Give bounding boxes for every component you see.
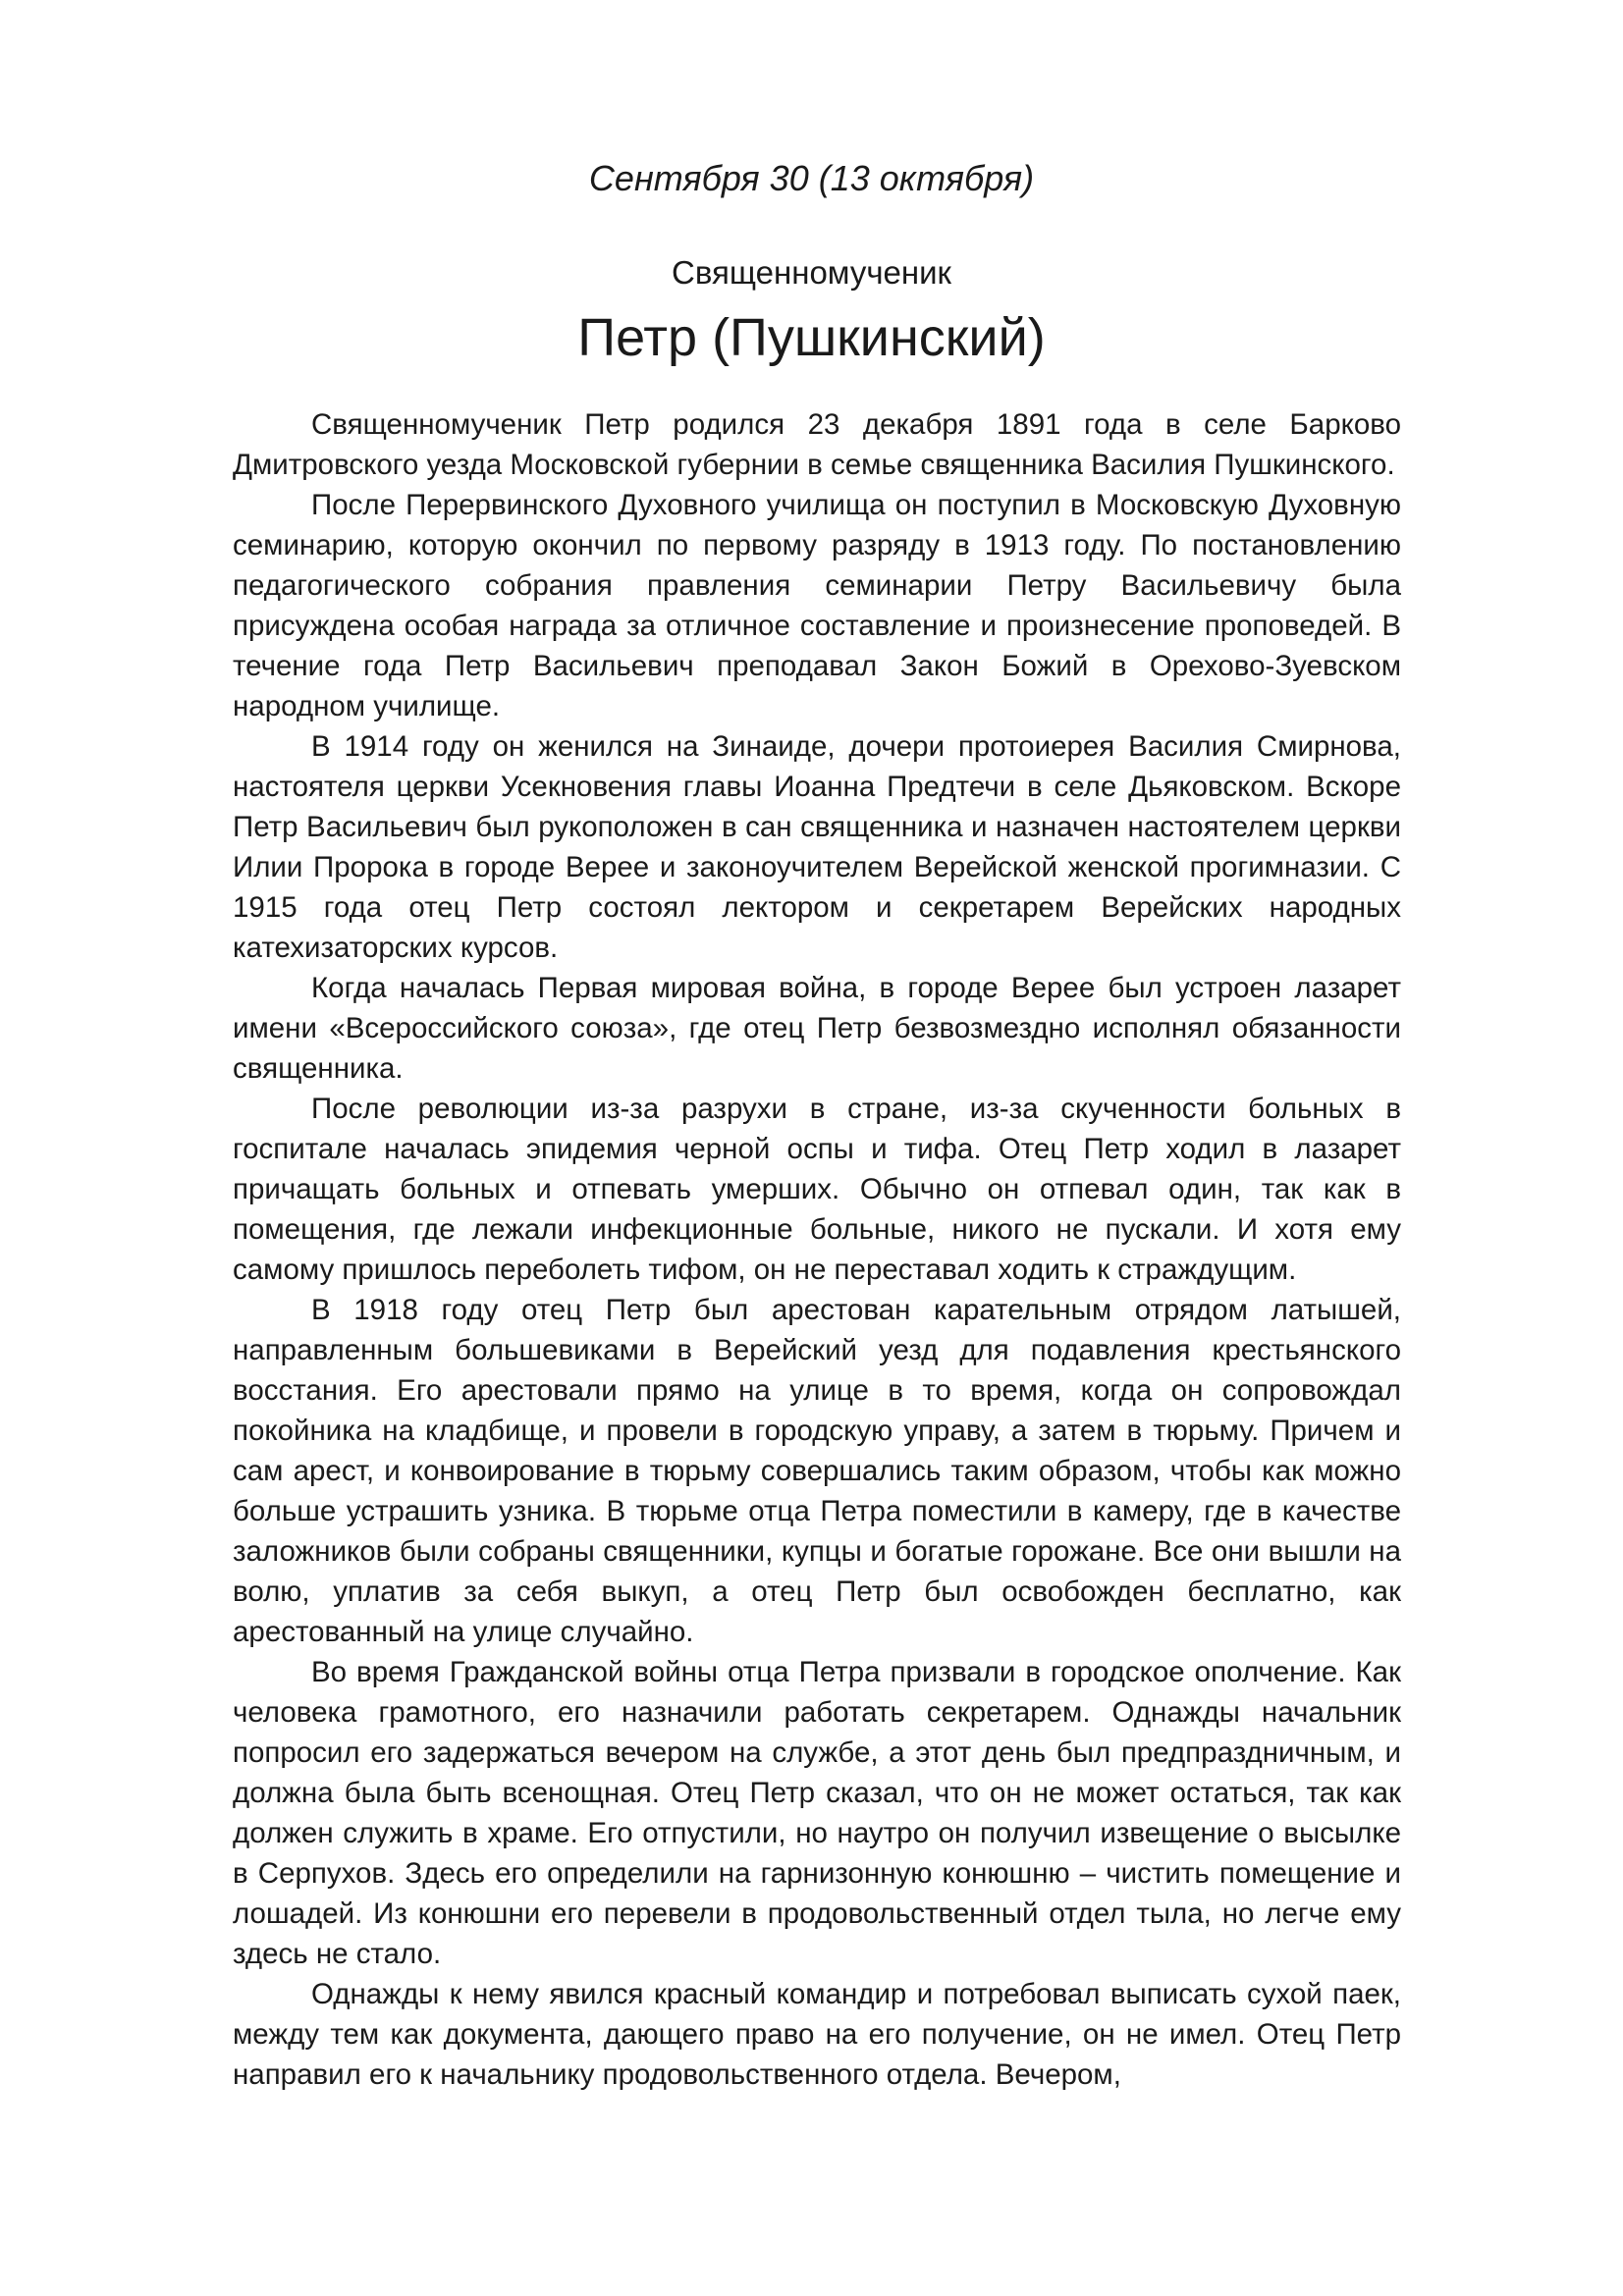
subtitle: Священномученик [672,254,951,291]
paragraph: Однажды к нему явился красный командир и потребовал выписать сухой паек, между тем как документа, дающего право на его получение, он не имел. Отец Петр направил его к начальнику продовольственного отдела. Вечером, [233,1978,1401,2091]
paragraph: После Перервинского Духовного училища он поступил в Московскую Духовную семинарию, которую окончил по первому разряду в 1913 году. По постановлению педагогического собрания правления семинарии Петру Васильевичу была присуждена особая награда за отличное составление и произнесение проповедей. В течение года Петр Васильевич преподавал Закон Божий в Орехово-Зуевском народном училище. [233,489,1401,722]
date-line: Сентября 30 (13 октября) [588,158,1035,198]
page-title: Петр (Пушкинский) [577,308,1046,367]
paragraph: В 1914 году он женился на Зинаиде, дочери протоиерея Василия Смирнова, настоятеля церкви Усекновения главы Иоанна Предтечи в селе Дьяковском. Вскоре Петр Васильевич был рукоположен в сан священника и назначен настоятелем церкви Илии Пророка в городе Верее и законоучителем Верейской женской прогимназии. С 1915 года отец Петр состоял лектором и секретарем Верейских народных катехизаторских курсов. [233,730,1401,964]
paragraph: В 1918 году отец Петр был арестован карательным отрядом латышей, направленным большевиками в Верейский уезд для подавления крестьянского восстания. Его арестовали прямо на улице в то время, когда он сопровождал покойника на кладбище, и провели в городскую управу, а затем в тюрьму. Причем и сам арест, и конвоирование в тюрьму совершались таким образом, чтобы как можно больше устрашить узника. В тюрьме отца Петра поместили в камеру, где в качестве заложников были собраны священники, купцы и богатые горожане. Все они вышли на волю, уплатив за себя выкуп, а отец Петр был освобожден бесплатно, как арестованный на улице случайно. [233,1294,1401,1648]
paragraph: После революции из-за разрухи в стране, из-за скученности больных в госпитале началась эпидемия черной оспы и тифа. Отец Петр ходил в лазарет причащать больных и отпевать умерших. Обычно он отпевал один, так как в помещения, где лежали инфекционные больные, никого не пускали. И хотя ему самому пришлось переболеть тифом, он не переставал ходить к страждущим. [233,1093,1401,1286]
paragraph: Священномученик Петр родился 23 декабря 1891 года в селе Барково Дмитровского уезда Московской губернии в семье священника Василия Пушкинского. [233,408,1401,481]
body-text [233,404,1401,2095]
paragraph: Во время Гражданской войны отца Петра призвали в городское ополчение. Как человека грамотного, его назначили работать секретарем. Однажды начальник попросил его задержаться вечером на службе, а этот день был предпраздничным, и должна была быть всенощная. Отец Петр сказал, что он не может остаться, так как должен служить в храме. Его отпустили, но наутро он получил извещение о высылке в Серпухов. Здесь его определили на гарнизонную конюшню – чистить помещение и лошадей. Из конюшни его перевели в продовольственный отдел тыла, но легче ему здесь не стало. [233,1656,1401,1970]
paragraph: Когда началась Первая мировая война, в городе Верее был устроен лазарет имени «Всероссийского союза», где отец Петр безвозмездно исполнял обязанности священника. [233,972,1401,1085]
